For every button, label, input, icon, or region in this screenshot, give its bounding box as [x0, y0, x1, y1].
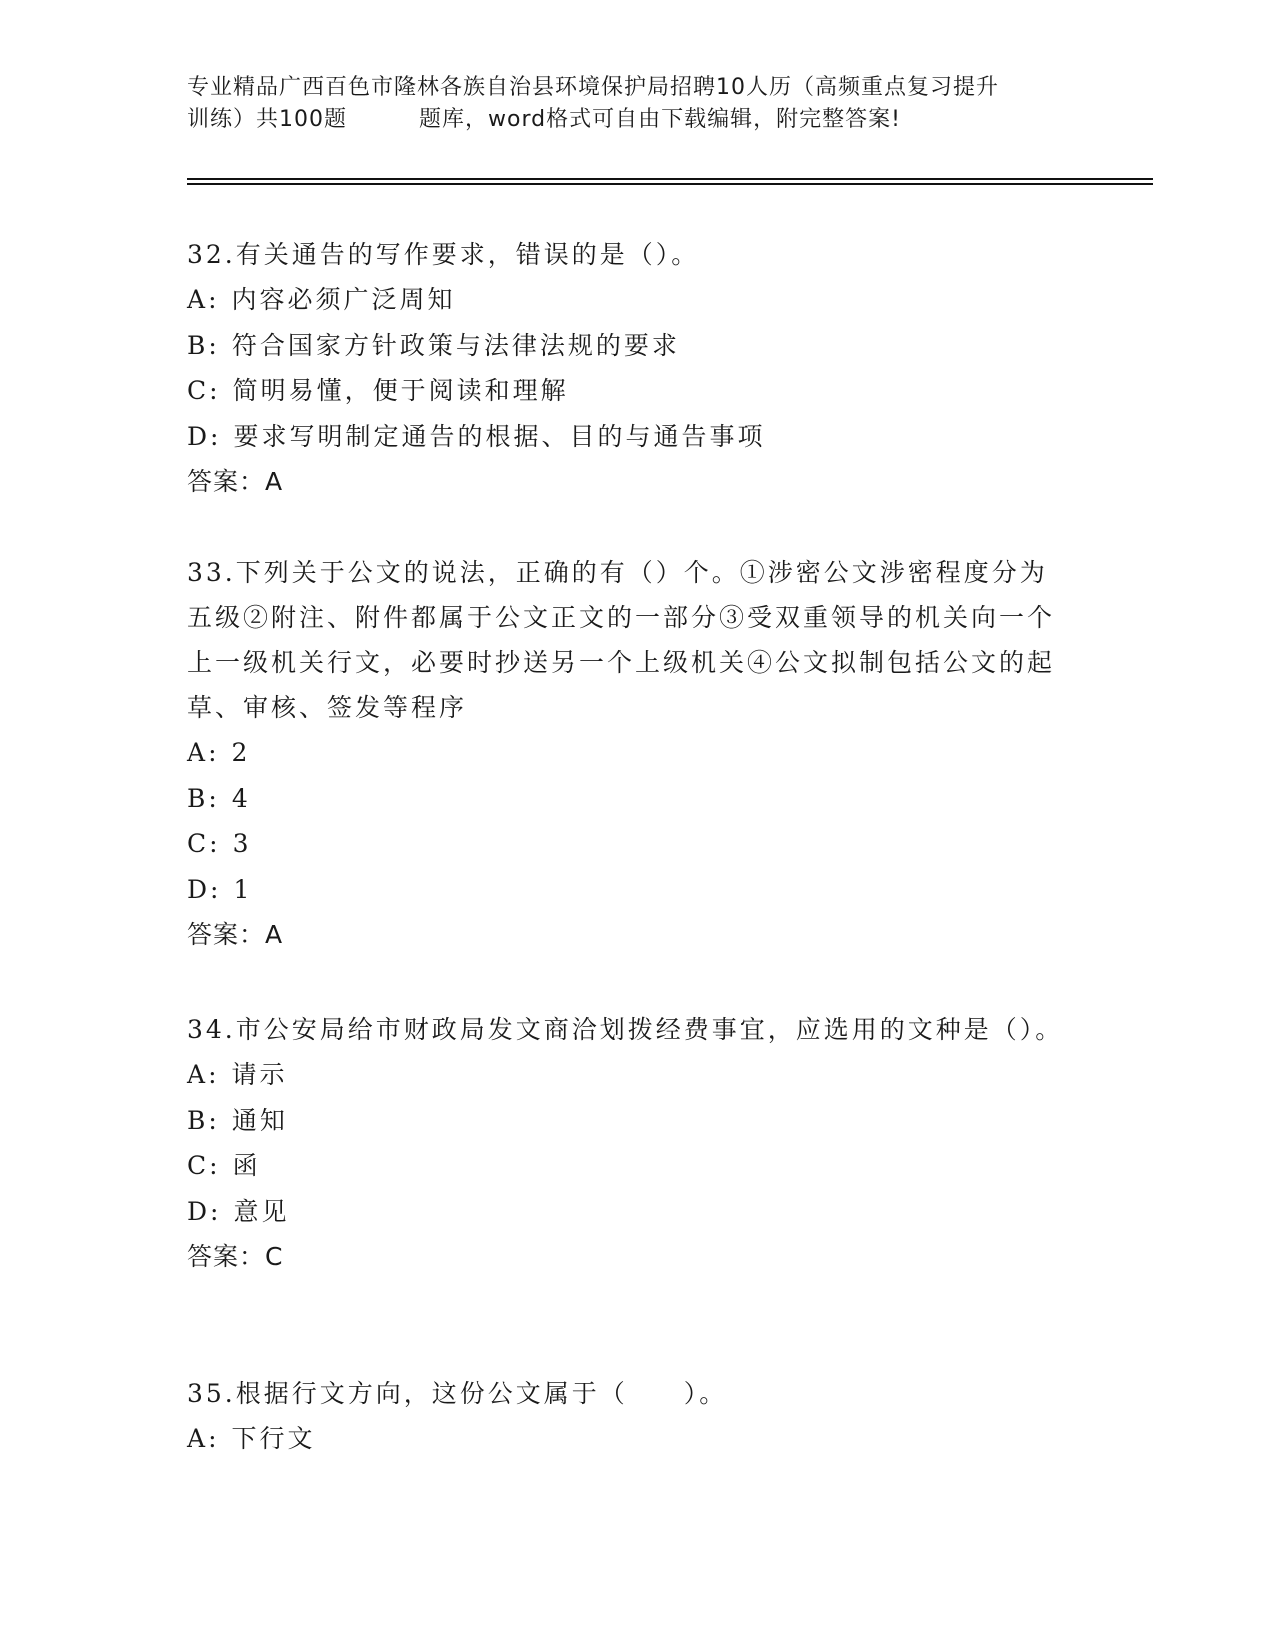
option-a: A: 请示 — [187, 1060, 288, 1089]
header-line-1: 专业精品广西百色市隆林各族自治县环境保护局招聘10人历（高频重点复习提升 — [187, 75, 999, 100]
answer-label: 答案： — [187, 1242, 266, 1271]
option-a: A: 2 — [187, 738, 251, 767]
question-32 — [187, 232, 1067, 504]
question-34 — [187, 1007, 1067, 1279]
header-line-2 — [187, 104, 1087, 136]
header-divider-top — [187, 178, 1153, 180]
question-stem: 35.根据行文方向，这份公文属于（ ）。 — [187, 1379, 728, 1408]
option-a: A: 下行文 — [187, 1424, 316, 1453]
option-a: A: 内容必须广泛周知 — [187, 285, 456, 314]
question-stem: 32.有关通告的写作要求，错误的是（）。 — [187, 240, 700, 269]
option-b: B: 4 — [187, 783, 251, 813]
document-header — [187, 72, 1087, 136]
question-35 — [187, 1371, 1067, 1462]
answer-label: 答案： — [187, 920, 266, 949]
answer-value: C — [265, 1242, 284, 1271]
option-c: C: 简明易懂，便于阅读和理解 — [187, 376, 569, 405]
option-c: C: 函 — [187, 1151, 261, 1180]
option-c: C: 3 — [187, 829, 252, 858]
answer-label: 答案： — [187, 467, 266, 496]
question-stem: 34.市公安局给市财政局发文商洽划拨经费事宜，应选用的文种是（）。 — [187, 1015, 1064, 1044]
option-d: D: 要求写明制定通告的根据、目的与通告事项 — [187, 421, 766, 451]
option-b: B: 通知 — [187, 1105, 288, 1135]
option-d: D: 意见 — [187, 1196, 290, 1226]
header-line-2-part-1: 训练）共100题 — [187, 107, 347, 132]
header-line-2-part-2: 题库，word格式可自由下载编辑，附完整答案! — [419, 107, 901, 132]
question-stem: 33.下列关于公文的说法，正确的有（）个。①涉密公文涉密程度分为五级②附注、附件都属于公文正文的一部分③受双重领导的机关向一个上一级机关行文，必要时抄送另一个上级机关④公文拟制包括公文的起草、审核、签发等程序 — [187, 558, 1056, 722]
answer-line — [187, 1234, 1067, 1279]
answer-value: A — [265, 467, 284, 496]
question-33 — [187, 550, 1067, 957]
answer-line — [187, 912, 1067, 957]
option-b: B: 符合国家方针政策与法律法规的要求 — [187, 330, 680, 360]
answer-line — [187, 459, 1067, 504]
header-divider-bottom — [187, 183, 1153, 185]
answer-value: A — [265, 920, 284, 949]
option-d: D: 1 — [187, 874, 253, 904]
